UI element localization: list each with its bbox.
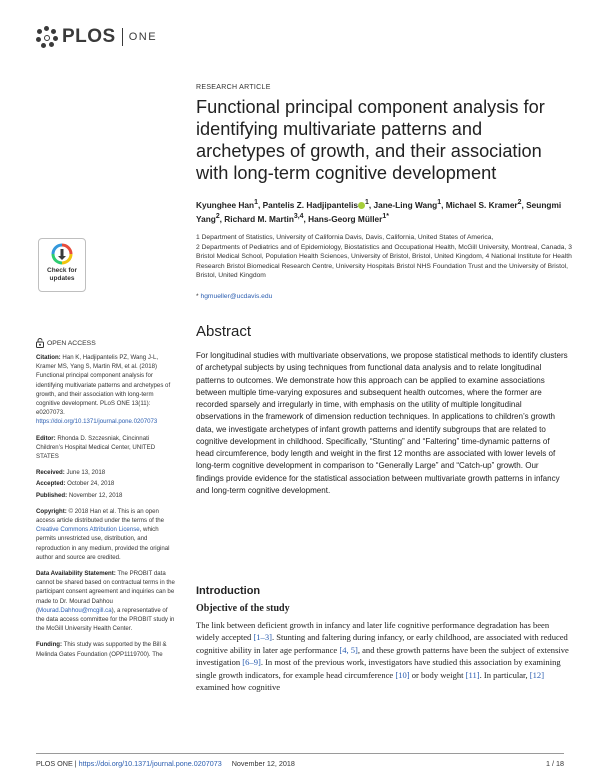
funding-block: Funding: This study was supported by the Bill & Melinda Gates Foundation (OPP1119700). The — [36, 641, 167, 658]
open-lock-icon — [36, 338, 44, 348]
reference-link[interactable]: [11] — [465, 669, 480, 680]
page-number: 1 / 18 — [546, 759, 564, 768]
introduction-text: The link between deficient growth in infancy and later life cognitive performance degradation has been widely accepted [1–3]. Stunting and faltering during infancy, or early childhood, are associated with reduced cognitive ability in later age performance [4, 5], and these growth patterns have been the subject of extensive investigation [6–9]. In most of the previous work, investigators have studied this association by examining single growth indicators, for example head circumference [10] or body weight [11]. In particular, [12] examined how cognitive — [196, 620, 569, 693]
reference-link[interactable]: [4, 5] — [339, 644, 358, 655]
article-info-sidebar — [36, 353, 176, 666]
author[interactable]: Kyunghee Han — [196, 199, 255, 210]
plos-dots-icon — [36, 26, 58, 48]
citation-block: Citation: Han K, Hadjipantelis PZ, Wang J-L, Kramer MS, Yang S, Martin RM, et al. (2018) Functional principal component analysis for identifying multivariate patterns and archetypes of growth, and their association with long-term cognitive development. PLoS ONE 13(11): e0207073. https://doi.org/10.1371/journal.pone.0207073 — [36, 354, 171, 426]
author-list: Kyunghee Han$^1$, Pantelis Z. Hadjipantelis $^1$, Jane-Ling Wang$^1$, Michael S. Kramer$^2$, Seungmi Yang$^2$, Richard M. Martin$^{3,4}$, Hans-Georg Müller$^{1*}$ — [196, 199, 562, 225]
footer-citation: PLOS ONE | https://doi.org/10.1371/journal.pone.0207073 November 12, 2018 — [36, 759, 295, 768]
corresponding-email: * hgmueller@ucdavis.edu — [196, 293, 273, 300]
data-availability-block: Data Availability Statement: The PROBIT data cannot be shared based on contractual terms in the participant consent agreement and inquiries can be made to Dr. Mourad Dahhou (Mourad.Dahhou@mcgill.ca), a representative of the data access committee for the PROBIT study in the McGill University Health Center. — [36, 570, 175, 633]
article-type: RESEARCH ARTICLE — [196, 84, 271, 91]
author[interactable]: Hans-Georg Müller — [308, 214, 383, 225]
logo-divider — [122, 28, 123, 46]
author[interactable]: Michael S. Kramer — [445, 199, 518, 210]
abstract-heading: Abstract — [196, 323, 252, 340]
orcid-icon[interactable] — [358, 202, 365, 209]
check-for-updates-button[interactable] — [38, 238, 86, 292]
logo-word: PLOS — [62, 26, 116, 47]
accepted-date: Accepted: October 24, 2018 — [36, 480, 115, 488]
license-link[interactable]: Creative Commons Attribution License — [36, 526, 140, 534]
author[interactable]: Seungmi Yang — [196, 199, 562, 225]
citation-doi-link[interactable]: https://doi.org/10.1371/journal.pone.0207073 — [36, 418, 158, 426]
open-access-badge: OPEN ACCESS — [36, 338, 96, 348]
reference-link[interactable]: [6–9] — [242, 657, 261, 668]
email-link[interactable]: hgmueller@ucdavis.edu — [200, 293, 273, 300]
footer-journal: PLOS ONE — [36, 759, 73, 768]
author[interactable]: Richard M. Martin — [224, 214, 294, 225]
affiliations — [196, 233, 576, 281]
reference-link[interactable]: [1–3] — [253, 632, 272, 643]
author[interactable]: Jane-Ling Wang — [373, 199, 438, 210]
footer-doi-link[interactable]: https://doi.org/10.1371/journal.pone.0207073 — [78, 759, 222, 768]
received-date: Received: June 13, 2018 — [36, 469, 106, 477]
logo-suffix: ONE — [128, 31, 158, 43]
footer-divider — [36, 753, 564, 754]
affiliation: 1 Department of Statistics, University of California Davis, Davis, California, United States of America, — [196, 234, 494, 241]
copyright-block: Copyright: © 2018 Han et al. This is an open access article distributed under the terms of the Creative Commons Attribution License, which permits unrestricted use, distribution, and reproduction in any medium, provided the original author and source are credited. — [36, 507, 170, 561]
check-updates-icon — [51, 243, 73, 265]
published-date: Published: November 12, 2018 — [36, 491, 123, 499]
data-contact-email-link[interactable]: Mourad.Dahhou@mcgill.ca — [38, 606, 112, 614]
affiliation: 2 Departments of Pediatrics and of Epidemiology, Biostatistics and Occupational Health, McGill University, Montreal, Canada, 3 Bristol Medical School, Population Health Sciences, University of Bristol, Bristol, United Kingdom, 4 National Institute for Health Research Bristol Biomedical Research Centre, University Hospitals Bristol NHS Foundation Trust and the University of Bristol, Bristol, United Kingdom — [196, 243, 572, 279]
objective-subheading: Objective of the study — [196, 603, 290, 614]
reference-link[interactable]: [12] — [529, 669, 545, 680]
reference-link[interactable]: [10] — [395, 669, 410, 680]
author[interactable]: Pantelis Z. Hadjipantelis — [262, 199, 359, 210]
footer-date: November 12, 2018 — [231, 759, 295, 768]
plos-one-logo — [36, 26, 157, 48]
introduction-heading: Introduction — [196, 585, 261, 597]
editor-block: Editor: Rhonda D. Szczesniak, Cincinnati Children’s Hospital Medical Center, UNITED STATES — [36, 434, 156, 461]
abstract-text: For longitudinal studies with multivariate observations, we propose statistical methods to identify clusters of archetypal subjects by using techniques from functional data analysis and to relate longitudinal patterns to outcomes. We demonstrate how this approach can be applied to examine associations between multiple time-varying exposures and subsequent health outcomes, where the former are recorded sparsely and irregularly in time, with emphasis on the utility of multiple longitudinal observations in the framework of dimension reduction techniques. In applications to children’s growth data, we investigate archetypes of infant growth patterns and identify subgroups that are related to cognitive development in childhood. Specifically, “Stunting” and “Faltering” time-dynamic patterns of head circumference, body length and weight in the first 12 months are associated with lower levels of long-term cognitive development in comparison to “Generally Large” and “Catch-up” growth. Our findings provide evidence for the statistical association between multivariate growth patterns in infancy and long-term cognitive development. — [196, 351, 568, 495]
article-title: Functional principal component analysis for identifying multivariate patterns and archetypes of growth, and their association with long-term cognitive development — [196, 97, 545, 183]
check-updates-label: Check for updates — [47, 267, 77, 282]
